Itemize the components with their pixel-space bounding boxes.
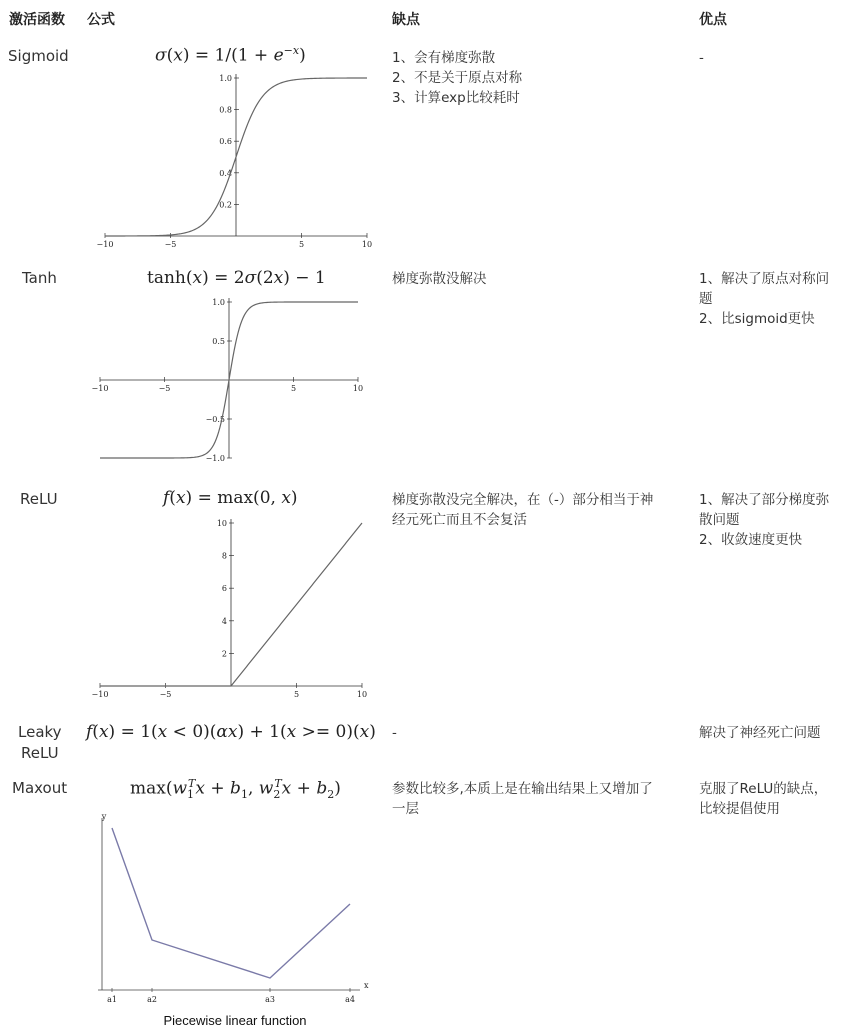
y-tick-label: −1.0 [205, 454, 225, 463]
pros-relu [699, 490, 829, 550]
header-col-pros: 优点 [699, 12, 727, 28]
y-tick-label: 10 [216, 519, 227, 528]
cons-sigmoid [392, 48, 522, 108]
formula-sigmoid: $\sigma(x) = 1/(1 + e^{-x})$ [155, 44, 306, 66]
y-tick-label: 0.5 [212, 337, 225, 346]
pros-tanh [699, 269, 829, 329]
pros-sigmoid: - [699, 50, 704, 66]
cons-line: 梯度弥散没完全解决，在（-）部分相当于神 [392, 492, 654, 508]
pros-line: 1、解决了原点对称问 [699, 271, 830, 287]
cons-tanh: 梯度弥散没解决 [392, 271, 487, 287]
cons-maxout [392, 779, 653, 819]
x-axis-label: x [364, 981, 369, 990]
pros-maxout [699, 779, 827, 819]
maxout-caption: Piecewise linear function [163, 1013, 307, 1028]
y-tick-label: 1.0 [212, 298, 225, 307]
row-name-sigmoid: Sigmoid [8, 47, 69, 65]
header-col-formula: 公式 [87, 12, 115, 28]
pros-line: 2、比sigmoid更快 [699, 311, 815, 327]
x-tick-label: −5 [164, 240, 177, 249]
cons-line: 2、不是关于原点对称 [392, 70, 523, 86]
cons-line: 参数比较多,本质上是在输出结果上又增加了 [392, 781, 653, 797]
x-tick-label: −10 [91, 384, 109, 393]
x-tick-label: a4 [345, 995, 355, 1004]
chart-sigmoid [95, 68, 380, 248]
y-tick-label: 0.8 [219, 105, 232, 115]
y-tick-label: 2 [221, 649, 227, 659]
formula-leaky-relu: f(x) = 1(x < 0)(αx) + 1(x >= 0)(x) [86, 722, 376, 742]
x-tick-label: −5 [159, 690, 172, 699]
x-tick-label: −10 [96, 240, 114, 249]
x-tick-label: a2 [147, 995, 157, 1004]
y-tick-label: −0.5 [205, 415, 225, 424]
pros-line: 比较提倡使用 [699, 801, 780, 817]
piecewise-line [112, 828, 350, 978]
chart-relu [90, 513, 375, 698]
formula-tanh: tanh(x) = 2σ(2x) − 1 [147, 268, 326, 288]
pros-line: 散问题 [699, 512, 740, 528]
pros-line: 题 [699, 291, 713, 307]
y-tick-label: 6 [221, 584, 227, 594]
header-col-cons: 缺点 [392, 12, 420, 28]
x-tick-label: −10 [91, 690, 109, 699]
y-axis-label: y [101, 812, 107, 821]
y-tick-label: 0.6 [219, 137, 232, 147]
row-name-leaky-relu [18, 722, 62, 764]
x-tick-label: 10 [356, 690, 368, 699]
row-name-relu: ReLU [20, 490, 58, 508]
cons-line: 3、计算exp比较耗时 [392, 90, 520, 106]
cons-line: 一层 [392, 801, 419, 817]
y-tick-label: 0.2 [219, 200, 232, 210]
x-tick-label: a3 [265, 995, 275, 1004]
pros-line: 2、收敛速度更快 [699, 532, 803, 548]
name-line: ReLU [20, 744, 59, 762]
name-line: Leaky [18, 723, 62, 741]
pros-line: 克服了ReLU的缺点， [699, 781, 828, 797]
cons-leaky-relu: - [392, 725, 397, 741]
x-tick-label: 10 [352, 384, 364, 393]
cons-line: 经元死亡而且不会复活 [392, 512, 527, 528]
y-tick-label: 4 [221, 616, 227, 626]
y-tick-label: 1.0 [219, 74, 232, 83]
x-tick-label: 5 [298, 240, 305, 249]
x-tick-label: 5 [293, 690, 300, 699]
pros-line: 1、解决了部分梯度弥 [699, 492, 830, 508]
cons-relu [392, 490, 653, 530]
row-name-maxout: Maxout [12, 779, 68, 797]
formula-relu: f(x) = max(0, x) [163, 488, 298, 508]
cons-line: 1、会有梯度弥散 [392, 50, 496, 66]
x-tick-label: 10 [361, 240, 373, 249]
chart-tanh [90, 292, 370, 468]
x-tick-label: 5 [290, 384, 297, 393]
formula-maxout: $\max(w_1^Tx + b_1$, $w_2^Tx + b_2$) [130, 777, 341, 802]
chart-maxout [92, 810, 367, 1010]
x-tick-label: a1 [107, 995, 117, 1004]
row-name-tanh: Tanh [22, 269, 57, 287]
header-col-name: 激活函数 [9, 12, 65, 28]
x-tick-label: −5 [158, 384, 171, 393]
y-tick-label: 8 [221, 551, 227, 561]
pros-leaky-relu: 解决了神经死亡问题 [699, 725, 821, 741]
y-tick-label: 0.4 [219, 168, 232, 178]
